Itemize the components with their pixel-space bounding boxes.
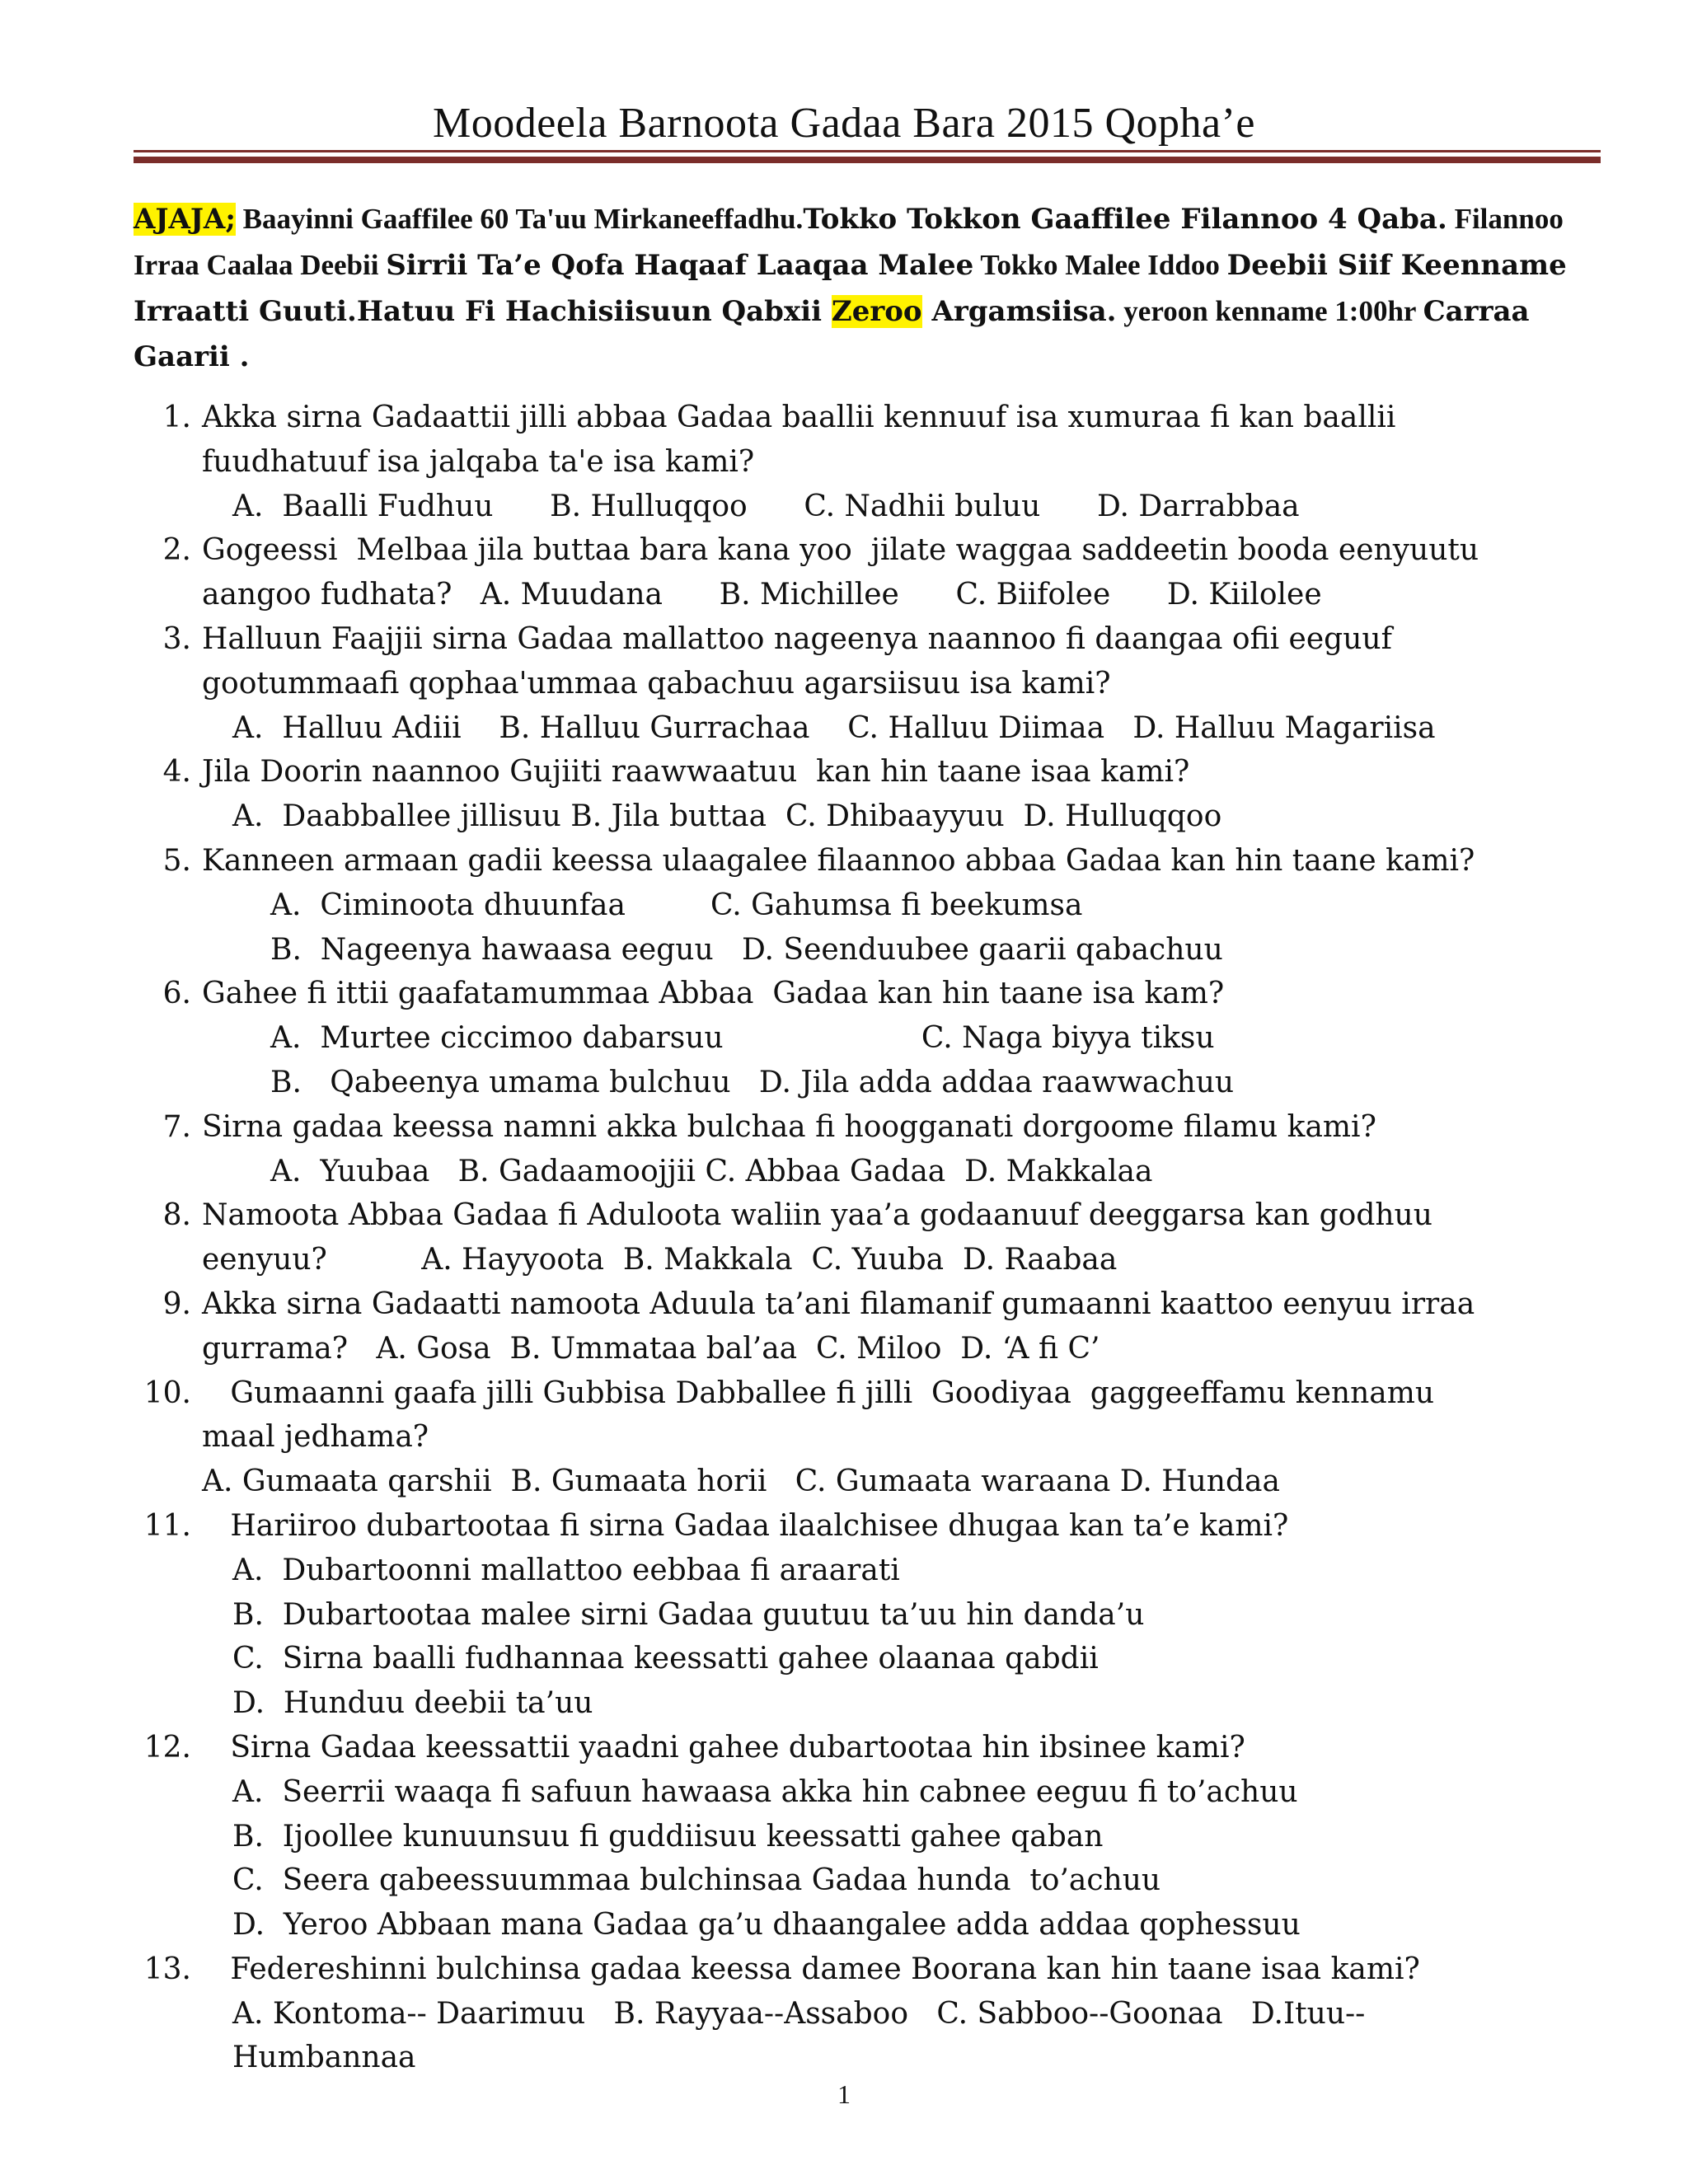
instructions-text: Baayinni Gaaffilee 60 Ta'uu Mirkaneeffadhu. (235, 203, 804, 235)
answer-options: A. Dubartoonni mallattoo eebbaa fi araarati (232, 1553, 900, 1587)
question-number: 5. (162, 843, 191, 878)
question-list (134, 396, 1601, 2080)
question-item (134, 839, 1601, 972)
question-text: maal jedhama? (202, 1420, 429, 1455)
question-number: 6. (162, 977, 191, 1011)
question-item (134, 1282, 1601, 1371)
answer-options: A. Yuubaa B. Gadaamoojjii C. Abbaa Gadaa D. Makkalaa (270, 1154, 1153, 1188)
question-text: Namoota Abbaa Gadaa fi Aduloota waliin yaa’a godaanuuf deeggarsa kan godhuu (202, 1198, 1432, 1233)
question-text: Jila Doorin naannoo Gujiiti raawwaatuu kan hin taane isaa kami? (202, 755, 1190, 790)
answer-options: B. Dubartootaa malee sirni Gadaa guutuu ta’uu hin danda’u (232, 1597, 1145, 1632)
answer-options: A. Baalli Fudhuu B. Hulluqqoo C. Nadhii buluu D. Darrabbaa (232, 489, 1300, 523)
instructions-text: Carraa Gaarii . (134, 295, 1530, 373)
instructions-text: Argamsiisa. (921, 295, 1117, 328)
question-item (134, 972, 1601, 1104)
answer-options: A. Murtee ciccimoo dabarsuu C. Naga biyya tiksu (270, 1021, 1215, 1056)
page-title: Moodeela Barnoota Gadaa Bara 2015 Qopha’e (432, 100, 1255, 147)
question-number: 8. (162, 1198, 191, 1233)
question-text: Akka sirna Gadaattii jilli abbaa Gadaa baallii kennuuf isa xumuraa fi kan baallii (202, 401, 1396, 434)
instructions-text: Deebii Siif Keenname Irraatti Guuti.Hatuu Fi Hachisiisuun Qabxii (134, 249, 1567, 328)
question-number: 11. (143, 1508, 191, 1543)
instructions-highlight: Zeroo (831, 295, 922, 328)
answer-options: C. Sirna baalli fudhannaa keessatti gahee olaanaa qabdii (232, 1642, 1099, 1676)
answer-options: D. Yeroo Abbaan mana Gadaa ga’u dhaangalee adda addaa qophessuu (232, 1908, 1301, 1943)
question-item (134, 528, 1601, 617)
question-item (134, 1947, 1601, 2080)
answer-options: A. Halluu Adiii B. Halluu Gurrachaa C. Halluu Diimaa D. Halluu Magariisa (232, 710, 1436, 745)
answer-options: A. Kontoma-- Daarimuu B. Rayyaa--Assaboo C. Sabboo--Goonaa D.Ituu-- (232, 1996, 1366, 2031)
instructions-block (134, 196, 1601, 380)
question-item (134, 1105, 1601, 1194)
question-number: 13. (143, 1952, 191, 1986)
instructions-label: AJAJA; (134, 203, 236, 236)
question-text: Gahee fi ittii gaafatamummaa Abbaa Gadaa kan hin taane isa kam? (202, 977, 1225, 1011)
answer-options: B. Ijoollee kunuunsuu fi guddiisuu keessatti gahee qaban (232, 1819, 1104, 1854)
question-text: gurrama? A. Gosa B. Ummataa bal’aa C. Miloo D. ‘A fi C’ (202, 1331, 1100, 1366)
answer-options: B. Nageenya hawaasa eeguu D. Seenduubee gaarii qabachuu (270, 932, 1223, 967)
question-item (134, 396, 1601, 528)
instructions-text: Tokko Tokkon Gaaffilee Filannoo 4 Qaba. (803, 203, 1447, 236)
question-text: Kanneen armaan gadii keessa ulaagalee filaannoo abbaa Gadaa kan hin taane kami? (202, 843, 1475, 878)
instructions-text: yeroon kenname 1:00hr (1116, 295, 1423, 327)
question-text: Sirna gadaa keessa namni akka bulchaa fi hoogganati dorgoome filamu kami? (202, 1109, 1376, 1144)
instructions-text: Tokko Malee Iddoo (973, 249, 1227, 281)
question-number: 7. (162, 1109, 191, 1144)
question-item (134, 750, 1601, 839)
question-text: gootummaafi qophaa'ummaa qabachuu agarsiisuu isa kami? (202, 666, 1111, 701)
question-item (134, 1726, 1601, 1947)
question-number: 12. (143, 1730, 191, 1765)
instructions-text: Filannoo Irraa Caalaa Deebii (134, 203, 1564, 281)
question-number: 1. (162, 401, 191, 434)
title-divider-thick (134, 157, 1601, 163)
answer-options: D. Hunduu deebii ta’uu (232, 1686, 593, 1721)
question-number: 4. (162, 755, 191, 790)
question-text: Akka sirna Gadaatti namoota Aduula ta’ani filamanif gumaanni kaattoo eenyuu irraa (202, 1286, 1475, 1321)
answer-options: B. Qabeenya umama bulchuu D. Jila adda addaa raawwachuu (270, 1065, 1235, 1099)
answer-options: A. Gumaata qarshii B. Gumaata horii C. Gumaata waraana D. Hundaa (202, 1465, 1280, 1499)
question-text: Hariiroo dubartootaa fi sirna Gadaa ilaalchisee dhugaa kan ta’e kami? (202, 1508, 1289, 1543)
question-text: fuudhatuuf isa jalqaba ta'e isa kami? (202, 444, 755, 479)
question-number: 3. (162, 621, 191, 656)
question-text: Gumaanni gaafa jilli Gubbisa Dabballee fi jilli Goodiyaa gaggeeffamu kennamu (202, 1376, 1435, 1410)
question-number: 2. (162, 533, 191, 568)
answer-options: C. Seera qabeessuummaa bulchinsaa Gadaa hunda to’achuu (232, 1863, 1161, 1898)
question-text: aangoo fudhata? A. Muudana B. Michillee C. Biifolee D. Kiilolee (202, 578, 1322, 612)
question-number: 10. (143, 1376, 191, 1410)
page-number: 1 (837, 2079, 851, 2109)
question-item (134, 617, 1601, 750)
question-item (134, 1371, 1601, 1504)
instructions-text: Sirrii Ta’e Qofa Haqaaf Laaqaa Malee (386, 249, 974, 282)
question-text: Halluun Faajjii sirna Gadaa mallattoo nageenya naannoo fi daangaa ofii eeguuf (202, 621, 1392, 656)
question-text: Sirna Gadaa keessattii yaadni gahee dubartootaa hin ibsinee kami? (202, 1730, 1245, 1765)
question-number: 9. (162, 1286, 191, 1321)
question-text: Gogeessi Melbaa jila buttaa bara kana yoo jilate waggaa saddeetin booda eenyuutu (202, 533, 1479, 568)
answer-options: Humbannaa (232, 2041, 416, 2075)
answer-options: A. Daabballee jillisuu B. Jila buttaa C. Dhibaayyuu D. Hulluqqoo (232, 799, 1222, 834)
question-item (134, 1193, 1601, 1282)
answer-options: A. Ciminoota dhuunfaa C. Gahumsa fi beekumsa (270, 888, 1083, 922)
question-text: eenyuu? A. Hayyoota B. Makkala C. Yuuba D. Raabaa (202, 1243, 1118, 1277)
answer-options: A. Seerrii waaqa fi safuun hawaasa akka hin cabnee eeguu fi to’achuu (232, 1774, 1298, 1809)
title-divider-thin (134, 150, 1601, 152)
question-text: Federeshinni bulchinsa gadaa keessa damee Boorana kan hin taane isaa kami? (202, 1952, 1420, 1986)
question-item (134, 1504, 1601, 1726)
